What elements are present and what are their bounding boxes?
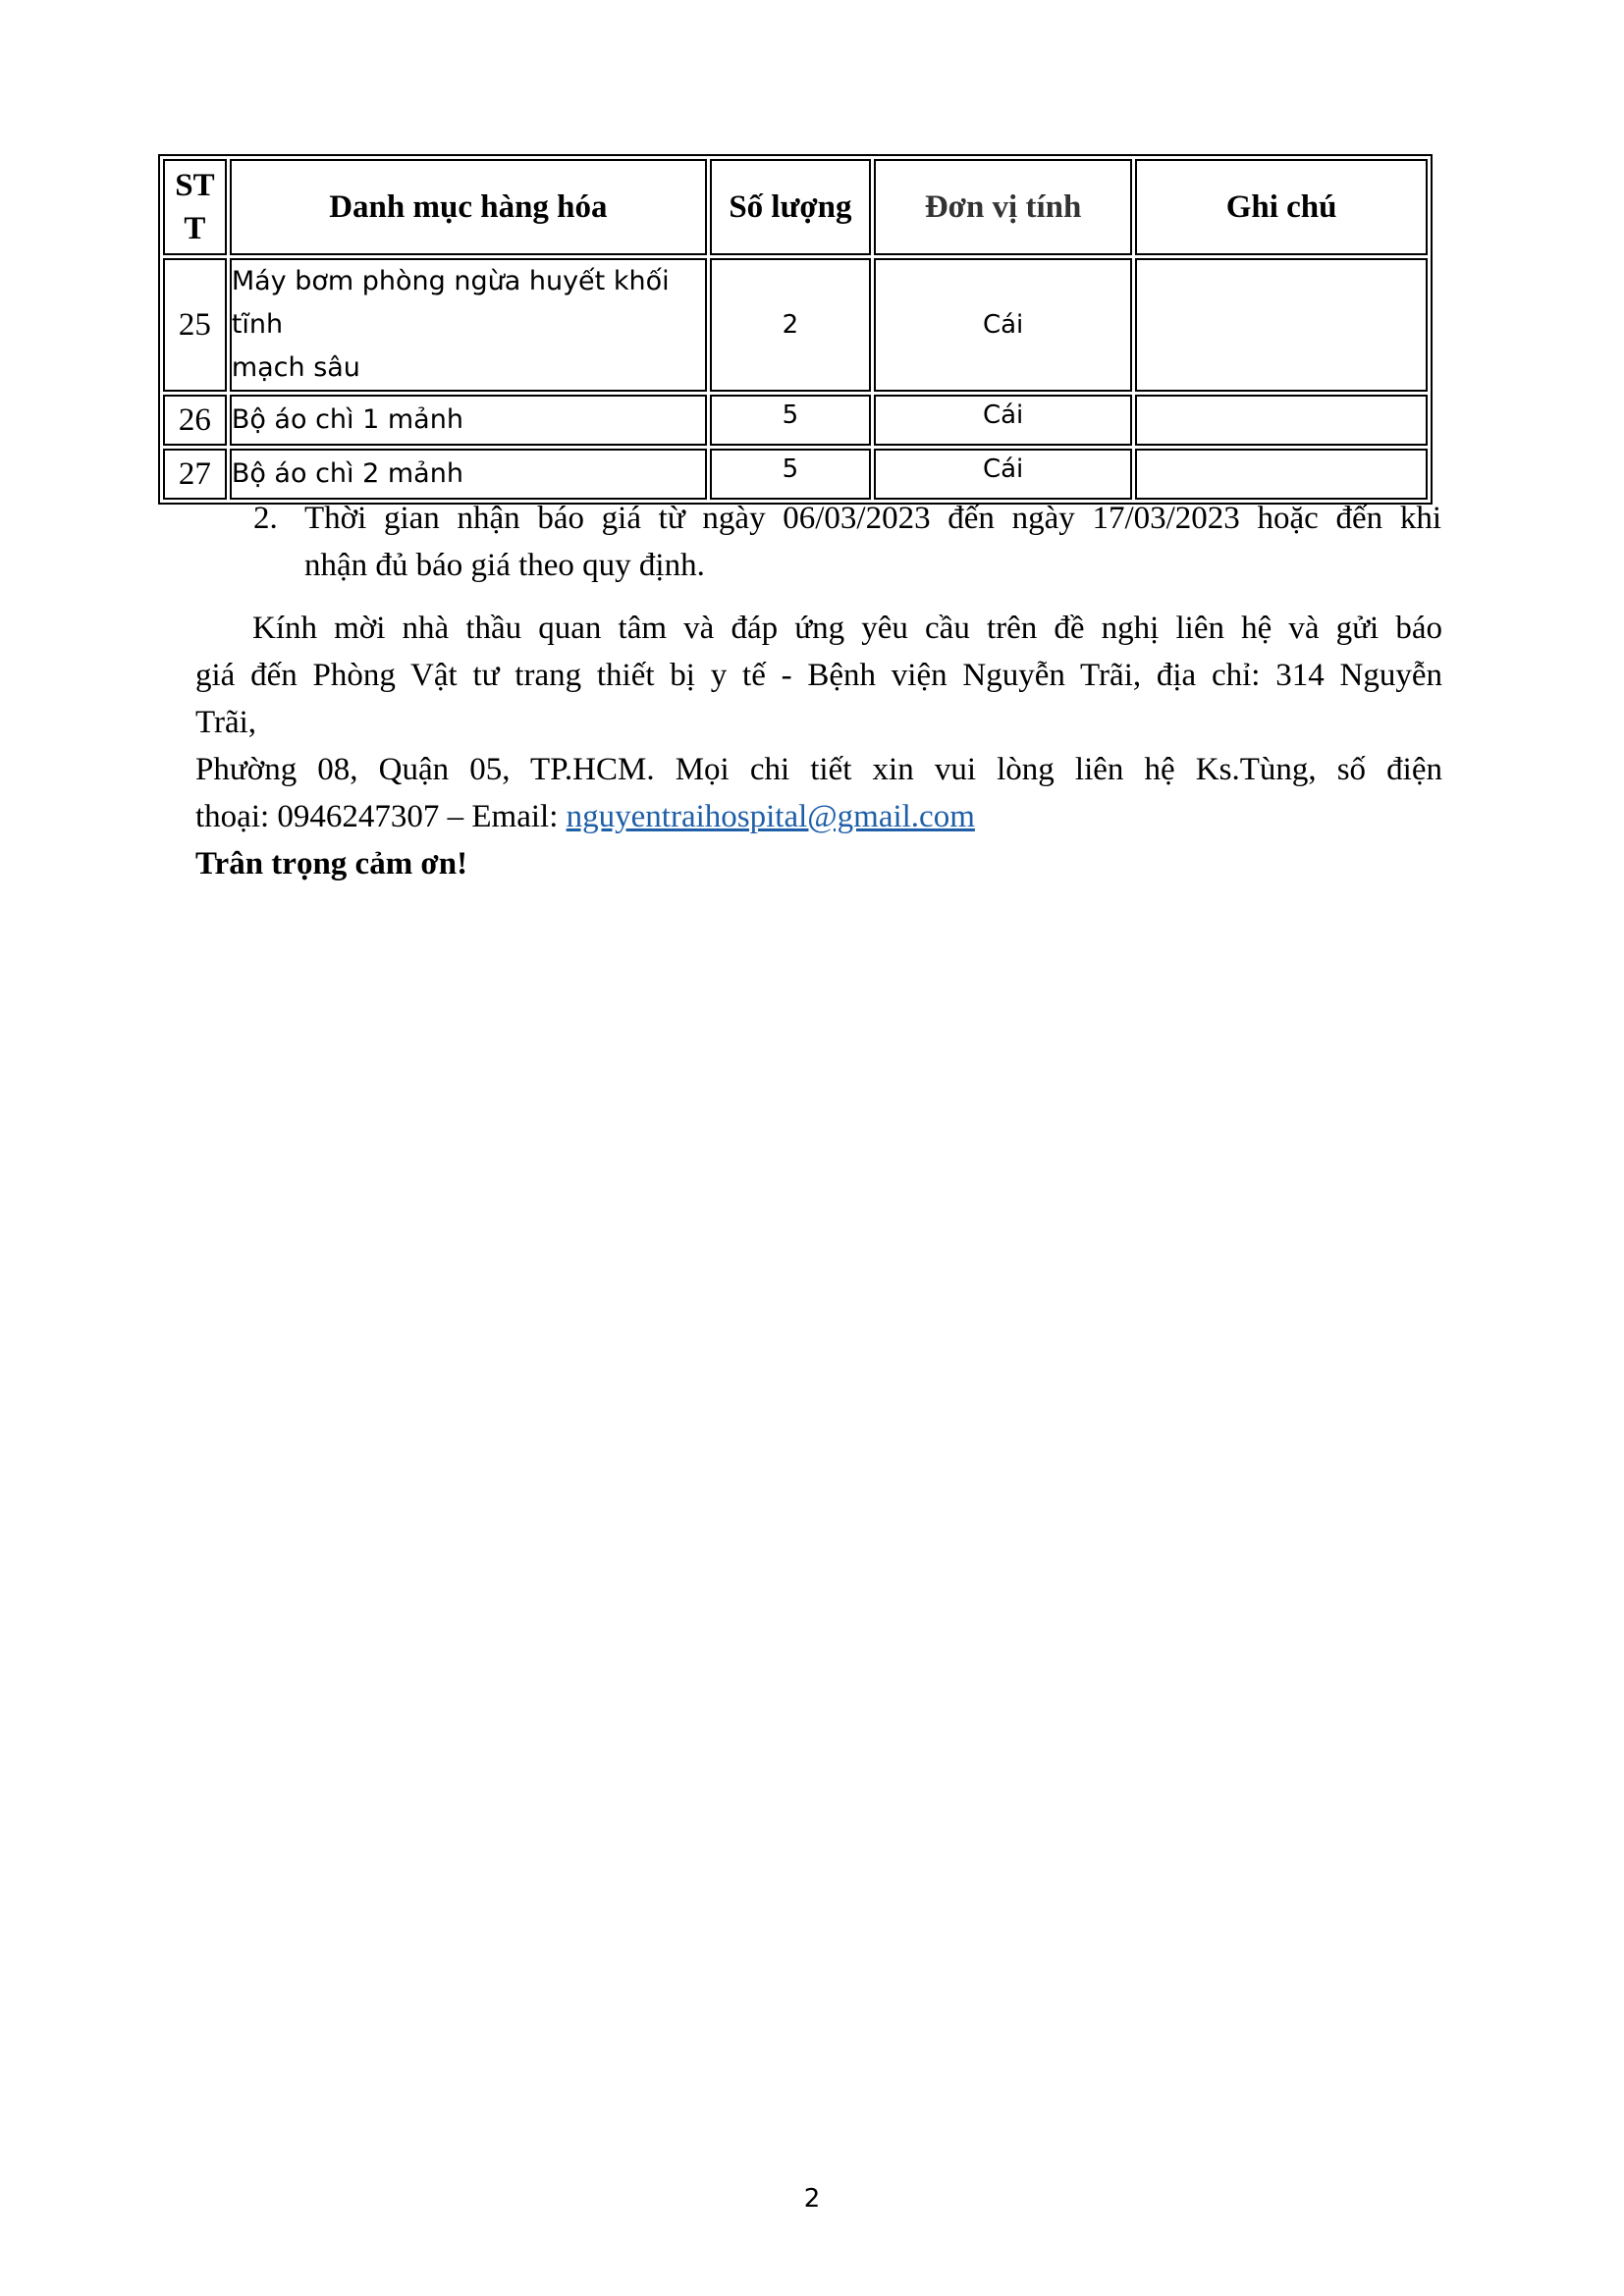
table-header-row [163, 159, 1428, 255]
table-row [163, 449, 1428, 500]
row-quantity: 5 [710, 395, 871, 446]
row-stt: 26 [163, 395, 227, 446]
row-note [1135, 449, 1428, 500]
email-link[interactable]: nguyentraihospital@gmail.com [566, 799, 975, 834]
goods-table [158, 154, 1433, 505]
row-goods-name: Máy bơm phòng ngừa huyết khối tĩnh mạch sâu [230, 258, 707, 392]
invitation-line: Phường 08, Quận 05, TP.HCM. Mọi chi tiết xin vui lòng liên hệ Ks.Tùng, số điện [195, 752, 1442, 787]
invitation-line: Kính mời nhà thầu quan tâm và đáp ứng yêu cầu trên đề nghị liên hệ và gửi báo [252, 611, 1442, 646]
list-item-quote-period [253, 495, 1441, 589]
page-number: 2 [803, 2184, 821, 2214]
header-stt: ST T [163, 159, 227, 255]
row-stt: 25 [163, 258, 227, 392]
closing-thanks: Trân trọng cảm ơn! [195, 846, 468, 881]
list-item-body: Thời gian nhận báo giá từ ngày 06/03/2023 đến ngày 17/03/2023 hoặc đến khi nhận đủ báo giá theo quy định. [304, 501, 1441, 583]
row-goods-name: Bộ áo chì 1 mảnh [230, 395, 707, 446]
invitation-line: giá đến Phòng Vật tư trang thiết bị y tế - Bệnh viện Nguyễn Trãi, địa chỉ: 314 Nguyễn [195, 658, 1442, 693]
row-goods-name: Bộ áo chì 2 mảnh [230, 449, 707, 500]
header-unit: Đơn vị tính [874, 159, 1132, 255]
list-item-number: 2. [253, 501, 278, 536]
row-stt: 27 [163, 449, 227, 500]
row-note [1135, 395, 1428, 446]
row-quantity: 5 [710, 449, 871, 500]
row-unit: Cái [874, 258, 1132, 392]
row-unit: Cái [874, 395, 1132, 446]
header-note: Ghi chú [1135, 159, 1428, 255]
contact-line: thoại: 0946247307 – Email: nguyentraihospital@gmail.com [195, 799, 975, 834]
table-row [163, 258, 1428, 392]
header-quantity: Số lượng [710, 159, 871, 255]
row-note [1135, 258, 1428, 392]
row-quantity: 2 [710, 258, 871, 392]
invitation-line: Trãi, [195, 705, 257, 740]
row-unit: Cái [874, 449, 1132, 500]
header-goods-name: Danh mục hàng hóa [230, 159, 707, 255]
invitation-paragraph [195, 605, 1442, 887]
table-row [163, 395, 1428, 446]
